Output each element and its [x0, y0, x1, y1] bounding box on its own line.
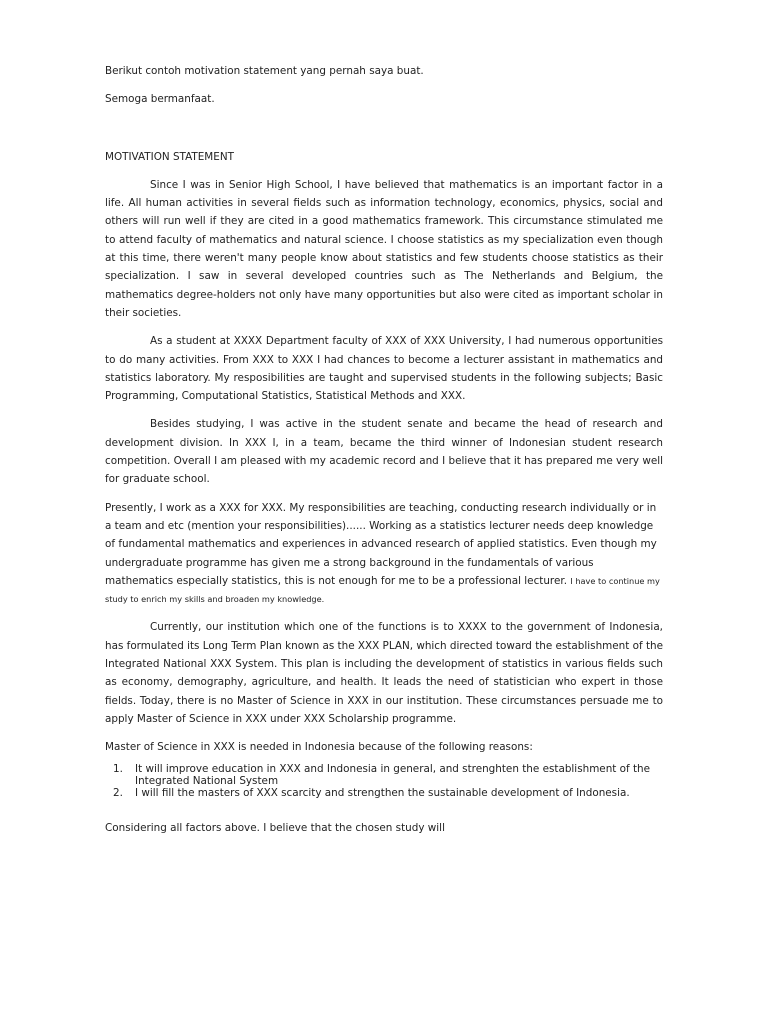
spacer	[105, 728, 663, 738]
presently-small-text: I have to continue my study to enrich my skills and broaden my knowledge.	[105, 575, 660, 605]
list-item	[105, 787, 663, 799]
list-item-number: 2.	[113, 786, 123, 799]
intro-line-1: Berikut contoh motivation statement yang pernah saya buat.	[105, 65, 424, 77]
list-item	[105, 763, 663, 787]
list-item-number: 1.	[113, 762, 123, 775]
spacer	[105, 109, 663, 148]
paragraph-student: As a student at XXXX Department faculty of XXX of XXX University, I had numerous opportunities to do many activities. From XXX to XXX I had chances to become a lecturer assistant in mathematics and statistics laboratory. My resposibilities are taught and supervised students in the following subjects; Basic Programming, Computational Statistics, Statistical Methods and XXX.	[105, 335, 663, 403]
spacer	[105, 405, 663, 415]
document-page	[105, 62, 663, 837]
paragraph-besides-studying: Besides studying, I was active in the student senate and became the head of research and development division. In XXX I, in a team, became the third winner of Indonesian student research competition. Overall I am pleased with my academic record and I believe that it has prepared me very well for graduate school.	[105, 418, 663, 486]
reasons-intro: Master of Science in XXX is needed in Indonesia because of the following reasons:	[105, 741, 533, 754]
reasons-list	[105, 763, 663, 799]
spacer	[105, 799, 663, 819]
intro-line-2: Semoga bermanfaat.	[105, 93, 215, 106]
spacer	[105, 80, 663, 90]
list-item-text: It will improve education in XXX and Indonesia in general, and strenghten the establishment of the Integrated National System	[135, 762, 651, 787]
list-item-text: I will fill the masters of XXX scarcity and strengthen the sustainable development of Indonesia.	[135, 786, 630, 799]
closing-line: Considering all factors above. I believe that the chosen study will	[105, 821, 445, 834]
document-title: MOTIVATION STATEMENT	[105, 150, 234, 163]
spacer	[105, 608, 663, 618]
spacer	[105, 489, 663, 499]
spacer	[105, 166, 663, 176]
paragraph-high-school: Since I was in Senior High School, I have believed that mathematics is an important factor in a life. All human activities in several fields such as information technology, economics, physics, social and others will run well if they are cited in a good mathematics framework. This circumstance stimulated me to attend faculty of mathematics and natural science. I choose statistics as my specialization even though at this time, there weren't many people know about statistics and few students choose statistics as their specialization. I saw in several developed countries such as The Netherlands and Belgium, the mathematics degree-holders not only have many opportunities but also were cited as important scholar in their societies.	[105, 178, 663, 319]
paragraph-presently	[105, 499, 663, 609]
spacer	[105, 322, 663, 332]
presently-text: Presently, I work as a XXX for XXX. My responsibilities are teaching, conducting research individually or in a team and etc (mention your responsibilities)...... Working as a statistics lecturer needs deep knowledge of fundamental mathematics and experiences in advanced research of applied statistics. Even though my undergraduate programme has given me a strong background in the fundamentals of various mathematics especially statistics, this is not enough for me to be a professional lecturer.	[105, 501, 657, 587]
paragraph-currently: Currently, our institution which one of the functions is to XXXX to the government of Indonesia, has formulated its Long Term Plan known as the XXX PLAN, which directed toward the establishment of the Integrated National XXX System. This plan is including the development of statistics in various fields such as economy, demography, agriculture, and health. It leads the need of statistician who expert in those fields. Today, there is no Master of Science in XXX in our institution. These circumstances persuade me to apply Master of Science in XXX under XXX Scholarship programme.	[105, 621, 664, 725]
